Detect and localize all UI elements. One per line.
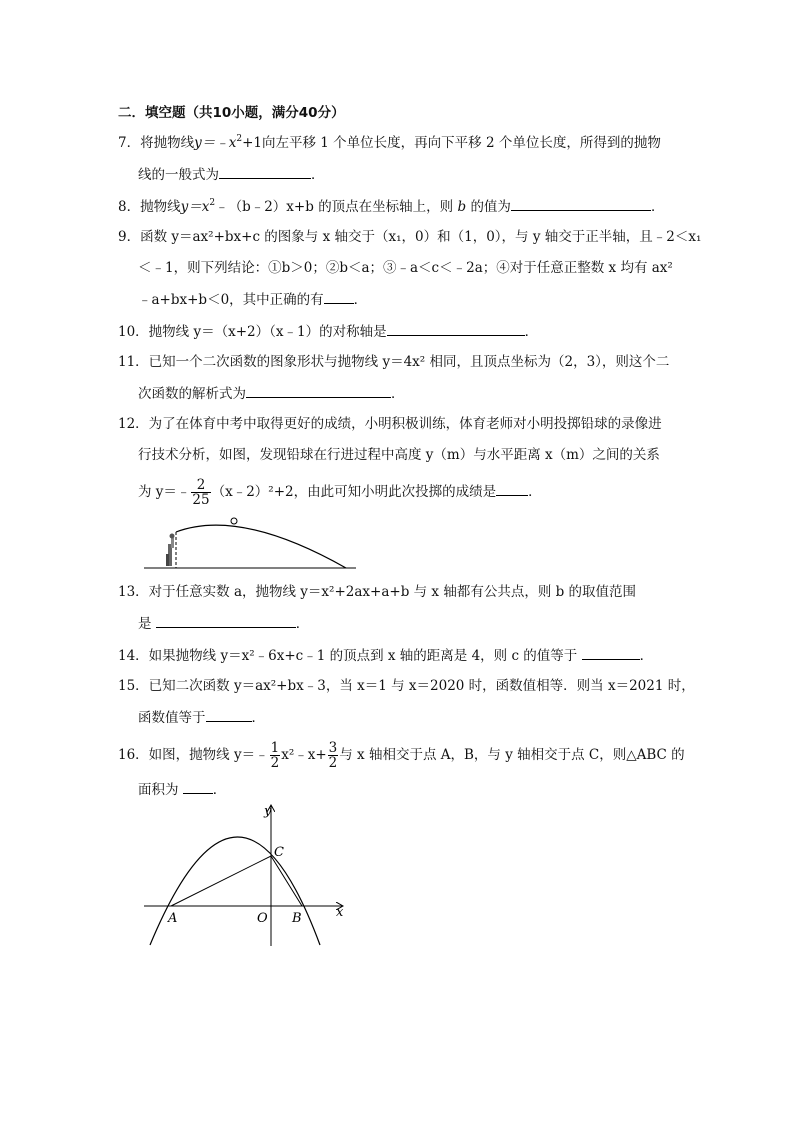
label-b: B bbox=[292, 911, 302, 926]
section-title: 二．填空题（共10小题，满分40分） bbox=[118, 105, 345, 121]
q16-answer-blank[interactable] bbox=[183, 779, 213, 794]
shot-put-ball bbox=[231, 518, 237, 524]
question-16-line-1 bbox=[118, 741, 685, 770]
q16-f1-num: 1 bbox=[270, 740, 280, 756]
question-11-line-2 bbox=[138, 383, 405, 404]
q14-end: ． bbox=[639, 648, 654, 664]
question-7-line-1: 7．将抛物线$y=﹣x^2+1$向左平移 1 个单位长度，再向下平移 2 个单位长度，所得到的抛物 bbox=[118, 134, 661, 151]
q8-expr-b: ﹣（b﹣2）x+b bbox=[215, 199, 314, 215]
q7-expr-a: y＝﹣x bbox=[194, 135, 237, 151]
question-16-line-2 bbox=[138, 779, 226, 800]
q16-line-1-b: x²﹣x+ bbox=[281, 747, 327, 763]
q8-prefix: 8．抛物线 bbox=[118, 199, 181, 215]
q12-line-3-b: （x﹣2）²+2，由此可知小明此次投掷的成绩是 bbox=[211, 484, 497, 500]
label-o: O bbox=[257, 911, 268, 926]
q13-answer-blank[interactable] bbox=[156, 613, 296, 628]
q9-line-3-text: ﹣a+bx+b＜0，其中正确的有 bbox=[138, 292, 324, 308]
q16-end: ． bbox=[212, 782, 227, 798]
q8-end: ． bbox=[650, 199, 665, 215]
label-y: y bbox=[264, 804, 272, 819]
q8-answer-blank[interactable] bbox=[511, 196, 651, 211]
q7-answer-blank[interactable] bbox=[219, 164, 311, 179]
q16-line-2-text: 面积为 bbox=[138, 782, 179, 798]
q11-end: ． bbox=[391, 386, 405, 402]
q7-prefix: 7．将抛物线 bbox=[118, 135, 195, 151]
q7-line-2-text: 线的一般式为 bbox=[138, 167, 219, 183]
question-9-line-2: ＜﹣1，则下列结论：①b＞0；②b＜a；③﹣a＜c＜﹣2a；④对于任意正整数 x 均有 ax² bbox=[138, 260, 673, 276]
question-7-line-2 bbox=[138, 164, 325, 185]
question-13-line-1: 13．对于任意实数 a，抛物线 y＝x²+2ax+a+b 与 x 轴都有公共点，则 b 的取值范围 bbox=[118, 584, 637, 600]
question-14 bbox=[118, 645, 653, 666]
question-12-line-2: 行技术分析，如图，发现铅球在行进过程中高度 y（m）与水平距离 x（m）之间的关系 bbox=[138, 447, 660, 463]
q12-frac-num: 2 bbox=[191, 478, 210, 493]
q10-text: 10．抛物线 y＝（x+2）（x﹣1）的对称轴是 bbox=[118, 324, 387, 340]
question-9-line-3 bbox=[138, 289, 367, 310]
question-8: 8．抛物线$y=x^2﹣(b﹣2)x+b$ 的顶点在坐标轴上，则 b 的值为 ． bbox=[118, 198, 665, 215]
question-12-line-1: 12．为了在体育中考中取得更好的成绩，小明积极训练，体育老师对小明投掷铅球的录像进 bbox=[118, 416, 662, 432]
q13-line-2-text: 是 bbox=[138, 616, 152, 632]
athlete-figure-icon bbox=[166, 534, 175, 567]
label-c: C bbox=[274, 845, 284, 860]
triangle-abc bbox=[171, 856, 302, 906]
q7-end: ． bbox=[311, 167, 325, 183]
q13-end: ． bbox=[295, 616, 310, 632]
q10-answer-blank[interactable] bbox=[387, 321, 525, 336]
q9-end: ． bbox=[353, 292, 368, 308]
q12-frac-den: 25 bbox=[192, 492, 210, 508]
q8-suffix: 的值为 bbox=[470, 199, 511, 215]
q11-answer-blank[interactable] bbox=[246, 383, 391, 398]
question-11-line-1: 11．已知一个二次函数的图象形状与抛物线 y＝4x² 相同，且顶点坐标为（2，3），则这个二 bbox=[118, 354, 670, 370]
q9-answer-blank[interactable] bbox=[324, 289, 354, 304]
question-9-line-1: 9．函数 y＝ax²+bx+c 的图象与 x 轴交于（x₁，0）和（1，0），与 y 轴交于正半轴，且﹣2＜x₁ bbox=[118, 229, 702, 245]
q12-answer-blank[interactable] bbox=[496, 481, 528, 496]
question-13-line-2 bbox=[138, 613, 309, 634]
q14-answer-blank[interactable] bbox=[582, 645, 640, 660]
q16-line-1-a: 16．如图，抛物线 y＝﹣ bbox=[118, 747, 269, 763]
q16-f2-den: 2 bbox=[328, 755, 338, 771]
trajectory-curve bbox=[176, 525, 346, 568]
question-12-line-3 bbox=[138, 478, 542, 507]
parabola-triangle-figure bbox=[140, 800, 360, 950]
question-15-line-2 bbox=[138, 707, 265, 728]
q14-text: 14．如果抛物线 y＝x²﹣6x+c﹣1 的顶点到 x 轴的距离是 4，则 c 的值等于 bbox=[118, 648, 578, 664]
q8-middle: 的顶点在坐标轴上，则 bbox=[318, 199, 454, 215]
parabola-curve bbox=[150, 837, 320, 945]
q16-line-1-c: 与 x 轴相交于点 A，B，与 y 轴相交于点 C，则△ABC 的 bbox=[339, 747, 685, 763]
q12-end: ． bbox=[528, 484, 542, 500]
q12-fraction bbox=[191, 478, 210, 507]
question-15-line-1: 15．已知二次函数 y＝ax²+bx﹣3，当 x＝1 与 x＝2020 时，函数值相等．则当 x＝2021 时， bbox=[118, 678, 695, 694]
label-x: x bbox=[336, 905, 344, 920]
q16-fraction-1 bbox=[270, 741, 281, 770]
q15-answer-blank[interactable] bbox=[206, 707, 252, 722]
shot-put-figure bbox=[140, 510, 362, 572]
q16-f1-den: 2 bbox=[270, 755, 280, 771]
q7-middle: 向左平移 1 个单位长度，再向下平移 2 个单位长度，所得到的抛物 bbox=[261, 135, 661, 151]
q7-expr-b: +1 bbox=[242, 135, 262, 151]
q12-line-3-a: 为 y＝﹣ bbox=[138, 484, 191, 500]
q15-line-2-text: 函数值等于 bbox=[138, 710, 206, 726]
q16-fraction-2 bbox=[328, 741, 339, 770]
q16-f2-num: 3 bbox=[328, 740, 338, 756]
q8-expr-a: y＝x bbox=[180, 199, 210, 215]
question-10 bbox=[118, 321, 538, 342]
q15-end: ． bbox=[251, 710, 265, 726]
q11-line-2-text: 次函数的解析式为 bbox=[138, 386, 246, 402]
q10-end: ． bbox=[524, 324, 539, 340]
q8-var: b bbox=[457, 199, 467, 215]
label-a: A bbox=[168, 911, 178, 926]
